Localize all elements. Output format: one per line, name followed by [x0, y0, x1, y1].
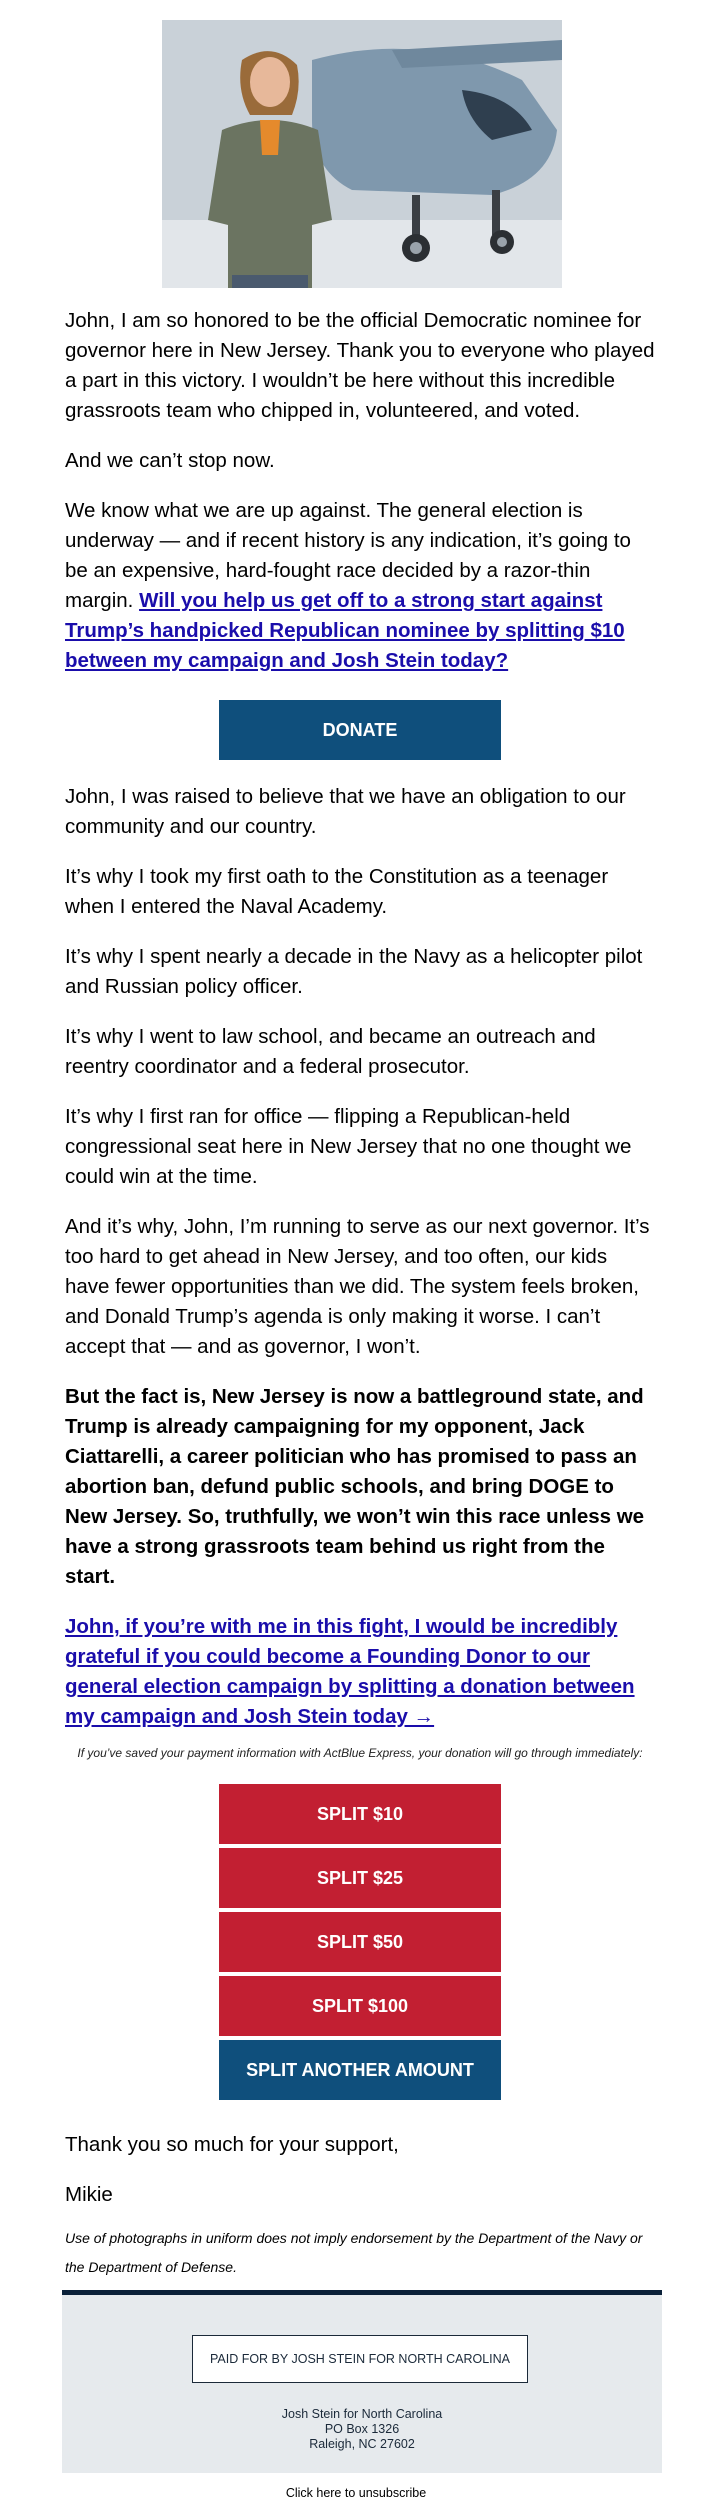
story-paragraph-6: And it’s why, John, I’m running to serve as our next governor. It’s too hard to get ahead in New Jersey, and too often, our kids have fewer opportunities than we did. The system feels broken, and Donald Trump’s agenda is only making it worse. I can’t accept that — and as governor, I won’t. [65, 1215, 650, 1358]
express-note: If you’ve saved your payment information with ActBlue Express, your donation will go through immediately: [77, 1746, 643, 1760]
hero-photo [162, 20, 562, 288]
split-25-button[interactable]: SPLIT $25 [219, 1848, 501, 1908]
donate-button[interactable]: DONATE [219, 700, 501, 760]
story-paragraph-2: It’s why I took my first oath to the Constitution as a teenager when I entered the Naval Academy. [65, 865, 609, 918]
address-line-1: Josh Stein for North Carolina [281, 2407, 443, 2421]
paid-for-box: PAID FOR BY JOSH STEIN FOR NORTH CAROLINA [192, 2335, 528, 2383]
address-line-2: PO Box 1326 [324, 2422, 400, 2436]
signature: Mikie [65, 2183, 113, 2206]
founding-donor-paragraph [65, 1612, 655, 1732]
uniform-disclaimer: Use of photographs in uniform does not imply endorsement by the Department of the Navy or the Department of Defense. [65, 2230, 643, 2275]
hero-illustration [162, 20, 562, 288]
intro-paragraph-2: And we can’t stop now. [65, 449, 275, 472]
address-line-3: Raleigh, NC 27602 [309, 2437, 415, 2451]
challenge-paragraph [65, 496, 655, 676]
challenge-text: We know what we are up against. The general election is underway — and if recent history is any indication, it’s going to be an expensive, hard-fought race decided by a razor-thin margin. [65, 499, 631, 612]
story-paragraph-4: It’s why I went to law school, and became an outreach and reentry coordinator and a federal prosecutor. [65, 1025, 596, 1078]
split-10-button[interactable]: SPLIT $10 [219, 1784, 501, 1844]
story-paragraph-3: It’s why I spent nearly a decade in the Navy as a helicopter pilot and Russian policy officer. [65, 945, 643, 998]
founding-donor-link[interactable]: John, if you’re with me in this fight, I would be incredibly grateful if you could become a Founding Donor to our general election campaign by splitting a donation between my campaign and Josh Stein today → [65, 1615, 635, 1728]
split-100-button[interactable]: SPLIT $100 [219, 1976, 501, 2036]
split-ten-link[interactable]: Will you help us get off to a strong start against Trump’s handpicked Republican nominee by splitting $10 between my campaign and Josh Stein today? [65, 589, 625, 672]
split-other-amount-button[interactable]: SPLIT ANOTHER AMOUNT [219, 2040, 501, 2100]
story-paragraph-1: John, I was raised to believe that we have an obligation to our community and our country. [65, 785, 626, 838]
email-body [65, 306, 655, 2282]
unsubscribe-link[interactable]: Click here to unsubscribe [285, 2486, 427, 2500]
story-paragraph-5: It’s why I first ran for office — flipping a Republican-held congressional seat here in New Jersey that no one thought we could win at the time. [65, 1105, 632, 1188]
intro-paragraph-1: John, I am so honored to be the official Democratic nominee for governor here in New Jersey. Thank you to everyone who played a part in this victory. I wouldn’t be here without this incredible grassroots team who chipped in, volunteered, and voted. [65, 309, 655, 422]
battleground-paragraph: But the fact is, New Jersey is now a battleground state, and Trump is already campaigning for my opponent, Jack Ciattarelli, a career politician who has promised to pass an abortion ban, defund public schools, and bring DOGE to New Jersey. So, truthfully, we won’t win this race unless we have a strong grassroots team behind us right from the start. [65, 1385, 645, 1588]
split-50-button[interactable]: SPLIT $50 [219, 1912, 501, 1972]
split-button-group [65, 1784, 655, 2100]
closing-line: Thank you so much for your support, [65, 2133, 399, 2156]
footer-address [62, 2407, 662, 2452]
footer [62, 2290, 662, 2473]
